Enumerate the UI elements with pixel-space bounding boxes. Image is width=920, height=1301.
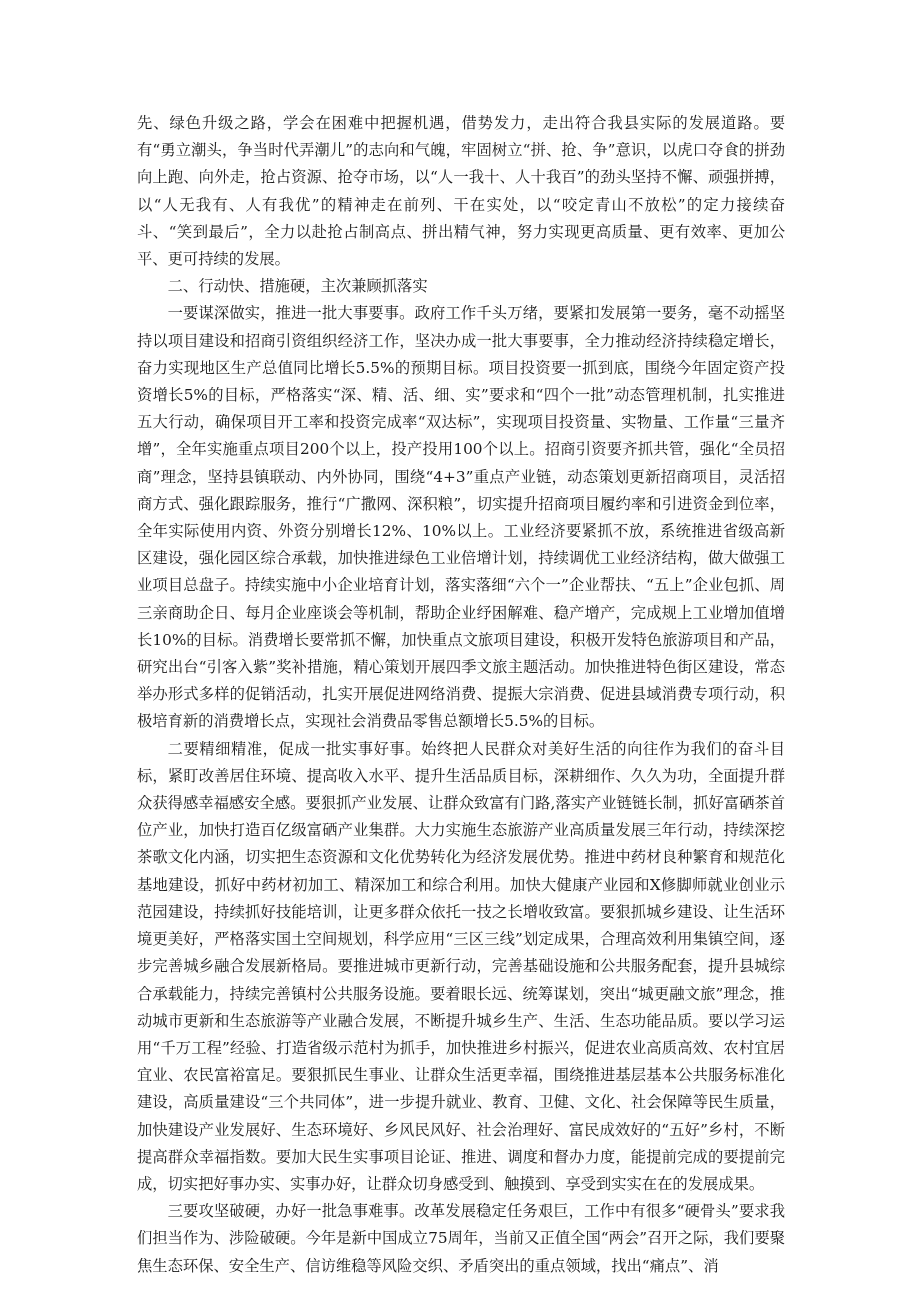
paragraph-urgent-matters: 三要攻坚破硬，办好一批急事难事。改革发展稳定任务艰巨，工作中有很多“硬骨头”要求我们担当作为、涉险破硬。今年是新中国成立75周年，当前又正值全国“两会”召开之际，我们要聚焦生态环保、安全生产、信访维稳等风险交织、矛盾突出的重点领域，找出“痛点”、消 [137, 1202, 785, 1275]
paragraph-major-projects: 一要谋深做实，推进一批大事要事。政府工作千头万绪，要紧扣发展第一要务，毫不动摇坚持以项目建设和招商引资组织经济工作，坚决办成一批大事要事，全力推动经济持续稳定增长，奋力实现地区生产总值同比增长5.5%的预期目标。项目投资要一抓到底，围绕今年固定资产投资增长5%的目标，严格落实“深、精、活、细、实”要求和“四个一批”动态管理机制，扎实推进五大行动，确保项目开工率和投资完成率“双达标”，实现项目投资量、实物量、工作量“三量齐增”，全年实施重点项目200个以上，投产投用100个以上。招商引资要齐抓共管，强化“全员招商”理念，坚持县镇联动、内外协同，围绕“4+3”重点产业链，动态策划更新招商项目，灵活招商方式、强化跟踪服务，推行“广撒网、深积粮”，切实提升招商项目履约率和引进资金到位率，全年实际使用内资、外资分别增长12%、10%以上。工业经济要紧抓不放，系统推进省级高新区建设，强化园区综合承载，加快推进绿色工业倍增计划，持续调优工业经济结构，做大做强工业项目总盘子。持续实施中小企业培育计划，落实落细“六个一”企业帮扶、“五上”企业包抓、周三亲商助企日、每月企业座谈会等机制，帮助企业纾困解难、稳产增产，完成规上工业增加值增长10%的目标。消费增长要常抓不懈，加快重点文旅项目建设，积极开发特色旅游项目和产品，研究出台“引客入紫”奖补措施，精心策划开展四季文旅主题活动。加快推进特色街区建设，常态举办形式多样的促销活动，扎实开展促进网络消费、提振大宗消费、促进县域消费专项行动，积极培育新的消费增长点，实现社会消费品零售总额增长5.5%的目标。 [137, 304, 785, 731]
paragraph-continuation: 先、绿色升级之路，学会在困难中把握机遇，借势发力，走出符合我县实际的发展道路。要有“勇立潮头，争当时代弄潮儿”的志向和气魄，牢固树立“拼、抢、争”意识，以虎口夺食的拼劲向上跑、向外走，抢占资源、抢夺市场，以“人一我十、人十我百”的劲头坚持不懈、顽强拼搏，以“人无我有、人有我优”的精神走在前列、干在实处，以“咬定青山不放松”的定力接续奋斗、“笑到最后”，全力以赴抢占制高点、拼出精气神，努力实现更高质量、更有效率、更加公平、更可持续的发展。 [137, 114, 785, 269]
section-heading: 二、行动快、措施硬，主次兼顾抓落实 [167, 277, 428, 296]
document-page [137, 110, 785, 1280]
paragraph-practical-matters: 二要精细精准，促成一批实事好事。始终把人民群众对美好生活的向往作为我们的奋斗目标，紧盯改善居住环境、提高收入水平、提升生活品质目标，深耕细作、久久为功，全面提升群众获得感幸福感安全感。要狠抓产业发展、让群众致富有门路,落实产业链链长制，抓好富硒茶首位产业，加快打造百亿级富硒产业集群。大力实施生态旅游产业高质量发展三年行动，持续深挖茶歌文化内涵，切实把生态资源和文化优势转化为经济发展优势。推进中药材良种繁育和规范化基地建设，抓好中药材初加工、精深加工和综合利用。加快大健康产业园和X修脚师就业创业示范园建设，持续抓好技能培训，让更多群众依托一技之长增收致富。要狠抓城乡建设、让生活环境更美好，严格落实国土空间规划，科学应用“三区三线”划定成果，合理高效利用集镇空间，逐步完善城乡融合发展新格局。要推进城市更新行动，完善基础设施和公共服务配套，提升县城综合承载能力，持续完善镇村公共服务设施。要着眼长远、统筹谋划，突出“城更融文旅”理念，推动城市更新和生态旅游等产业融合发展，不断提升城乡生产、生活、生态功能品质。要以学习运用“千万工程”经验、打造省级示范村为抓手，加快推进乡村振兴，促进农业高质高效、农村宜居宜业、农民富裕富足。要狠抓民生事业、让群众生活更幸福，围绕推进基层基本公共服务标准化建设，高质量建设“三个共同体”，进一步提升就业、教育、卫健、文化、社会保障等民生质量，加快建设产业发展好、生态环境好、乡风民风好、社会治理好、富民成效好的“五好”乡村，不断提高群众幸福指数。要加大民生实事项目论证、推进、调度和督办力度，能提前完成的要提前完成，切实把好事办实、实事办好，让群众切身感受到、触摸到、享受到实实在在的发展成果。 [137, 739, 785, 1193]
